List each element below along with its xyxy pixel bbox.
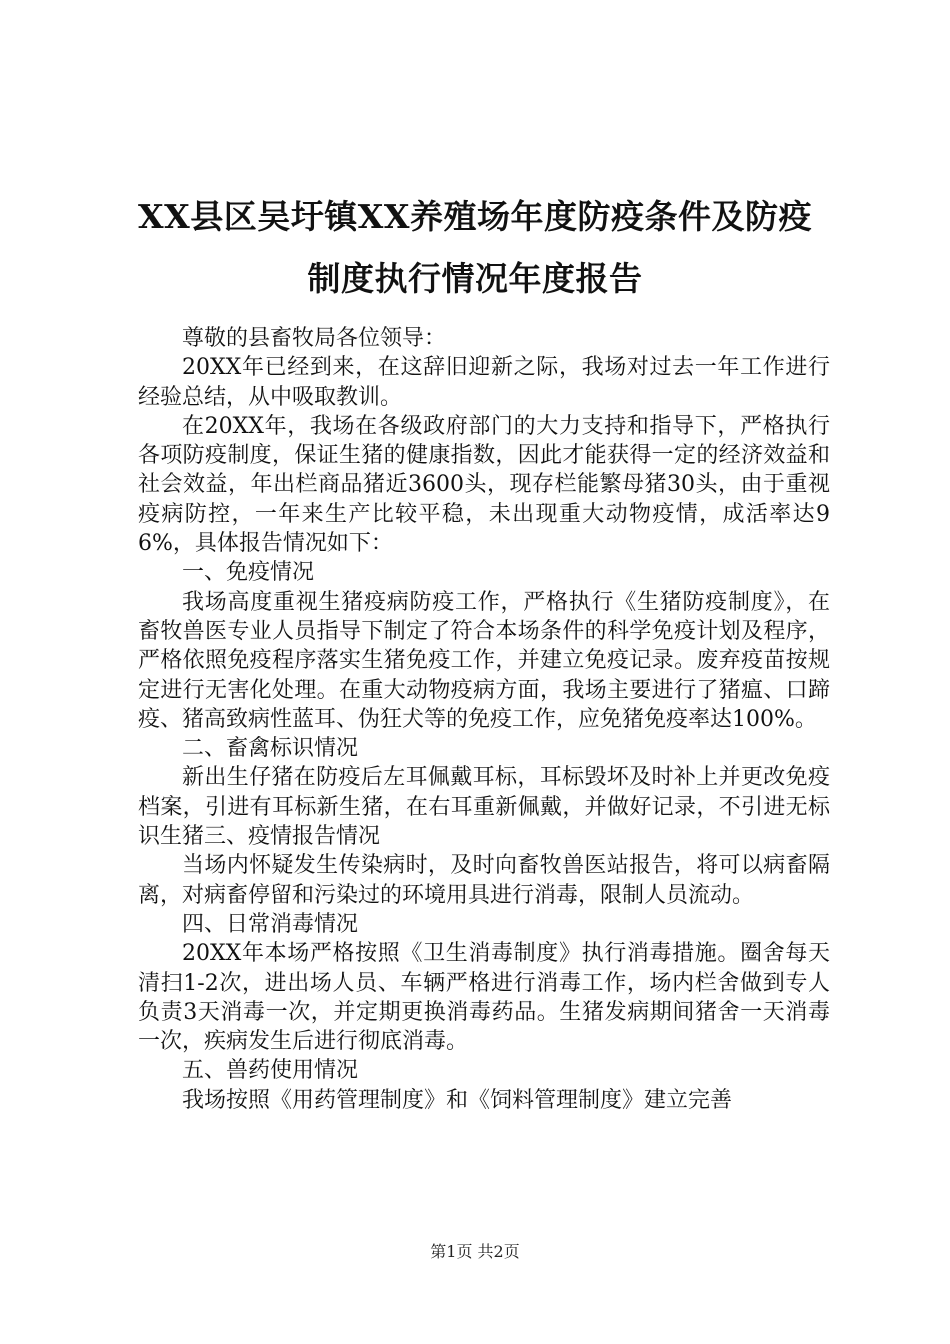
page-number: 第1页 共2页 xyxy=(430,1242,520,1261)
section-heading-veterinary-drugs: 五、兽药使用情况 xyxy=(182,1058,359,1084)
salutation: 尊敬的县畜牧局各位领导： xyxy=(182,326,447,351)
paragraph-identification: 新出生仔猪在防疫后左耳佩戴耳标，耳标毁坏及时补上并更改免疫档案，引进有耳标新生猪，在右耳重新佩戴，并做好记录，不引进无标识生猪三、疫情报告情况 xyxy=(138,765,830,850)
paragraph-disinfection: 20XX年本场严格按照《卫生消毒制度》执行消毒措施。圈舍每天清扫1-2次，进出场人员、车辆严格进行消毒工作，场内栏舍做到专人负责3天消毒一次，并定期更换消毒药品。生猪发病期间猪舍一天消毒一次，疾病发生后进行彻底消毒。 xyxy=(138,941,830,1055)
document-title xyxy=(100,186,850,310)
document-body xyxy=(138,324,830,1115)
paragraph-veterinary-drugs: 我场按照《用药管理制度》和《饲料管理制度》建立完善 xyxy=(182,1087,733,1113)
paragraph-overview: 在20XX年，我场在各级政府部门的大力支持和指导下，严格执行各项防疫制度，保证生猪的健康指数，因此才能获得一定的经济效益和社会效益，年出栏商品猪近3600头，现存栏能繁母猪30头，由于重视疫病防控，一年来生产比较平稳，未出现重大动物疫情，成活率达96%，具体报告情况如下： xyxy=(138,413,830,557)
title-line-1: XX县区吴圩镇XX养殖场年度防疫条件及防疫 xyxy=(138,197,812,236)
section-heading-disinfection: 四、日常消毒情况 xyxy=(182,911,359,937)
paragraph-epidemic-report: 当场内怀疑发生传染病时，及时向畜牧兽医站报告，将可以病畜隔离，对病畜停留和污染过的环境用具进行消毒，限制人员流动。 xyxy=(138,853,830,908)
paragraph-intro: 20XX年已经到来，在这辞旧迎新之际，我场对过去一年工作进行经验总结，从中吸取教训。 xyxy=(138,355,830,410)
section-heading-immunization: 一、免疫情况 xyxy=(182,560,315,586)
title-line-2: 制度执行情况年度报告 xyxy=(307,259,643,298)
section-heading-identification: 二、畜禽标识情况 xyxy=(182,736,359,762)
paragraph-immunization: 我场高度重视生猪疫病防疫工作，严格执行《生猪防疫制度》，在畜牧兽医专业人员指导下制定了符合本场条件的科学免疫计划及程序，严格依照免疫程序落实生猪免疫工作，并建立免疫记录。废弃疫苗按规定进行无害化处理。在重大动物疫病方面，我场主要进行了猪瘟、口蹄疫、猪高致病性蓝耳、伪狂犬等的免疫工作，应免猪免疫率达100%。 xyxy=(138,589,830,732)
